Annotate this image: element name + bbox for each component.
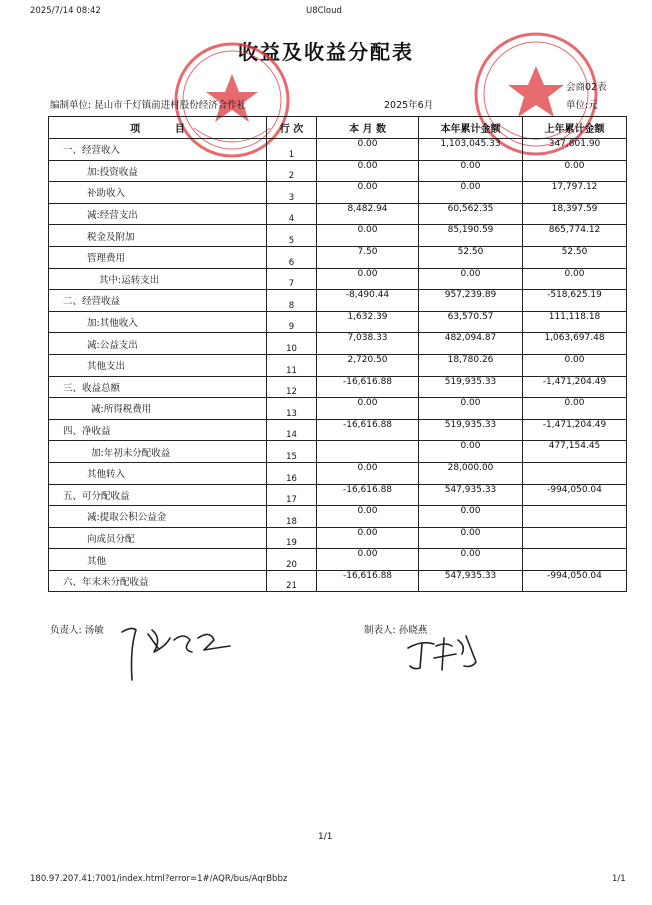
table-row: [49, 268, 627, 290]
row-item-label: 其他转入: [49, 462, 267, 484]
row-ytd-amount: 28,000.00: [419, 462, 523, 484]
header-item: 项 目: [49, 117, 267, 139]
row-ytd-amount: 0.00: [419, 398, 523, 420]
responsible-label: 负责人:: [50, 625, 82, 636]
row-last-ytd-amount: 111,118.18: [523, 311, 627, 333]
report-title: 收益及收益分配表: [238, 40, 414, 64]
table-row: [49, 225, 627, 247]
row-line-number: 16: [267, 462, 317, 484]
row-last-ytd-amount: -1,471,204.49: [523, 376, 627, 398]
row-month-amount: -16,616.88: [317, 484, 419, 506]
preparing-unit-name: 昆山市千灯镇前进村股份经济合作社: [94, 100, 247, 111]
table-header-row: [49, 117, 627, 139]
row-month-amount: 0.00: [317, 139, 419, 161]
row-month-amount: [317, 441, 419, 463]
row-month-amount: -16,616.88: [317, 419, 419, 441]
responsible-name: 汤敏: [84, 625, 104, 636]
row-line-number: 19: [267, 527, 317, 549]
row-item-label: 其他支出: [49, 354, 267, 376]
row-month-amount: 0.00: [317, 527, 419, 549]
row-month-amount: 8,482.94: [317, 203, 419, 225]
page-number: 1/1: [318, 832, 333, 842]
row-item-label: 减:提取公积公益金: [49, 506, 267, 528]
row-ytd-amount: 0.00: [419, 549, 523, 571]
header-ytd: 本年累计金额: [419, 117, 523, 139]
row-item-label: 税金及附加: [49, 225, 267, 247]
row-month-amount: 0.00: [317, 462, 419, 484]
row-item-label: 五、可分配收益: [49, 484, 267, 506]
table-row: [49, 570, 627, 592]
table-row: [49, 441, 627, 463]
row-last-ytd-amount: 347,801.90: [523, 139, 627, 161]
header-month: 本 月 数: [317, 117, 419, 139]
row-month-amount: 0.00: [317, 225, 419, 247]
row-item-label: 减:公益支出: [49, 333, 267, 355]
row-ytd-amount: 60,562.35: [419, 203, 523, 225]
table-row: [49, 290, 627, 312]
responsible-signature: [118, 618, 238, 688]
row-ytd-amount: 482,094.87: [419, 333, 523, 355]
row-ytd-amount: 18,780.26: [419, 354, 523, 376]
report-period: 2025年6月: [384, 100, 434, 111]
table-row: [49, 462, 627, 484]
row-last-ytd-amount: 52.50: [523, 246, 627, 268]
table-row: [49, 333, 627, 355]
row-month-amount: -16,616.88: [317, 376, 419, 398]
row-last-ytd-amount: 18,397.59: [523, 203, 627, 225]
table-row: [49, 354, 627, 376]
row-item-label: 一、经营收入: [49, 139, 267, 161]
row-month-amount: 1,632.39: [317, 311, 419, 333]
row-item-label: 三、收益总额: [49, 376, 267, 398]
row-ytd-amount: 0.00: [419, 268, 523, 290]
row-ytd-amount: 0.00: [419, 527, 523, 549]
preparer-name: 孙晓燕: [398, 625, 428, 636]
row-line-number: 20: [267, 549, 317, 571]
row-ytd-amount: 547,935.33: [419, 570, 523, 592]
row-item-label: 加:投资收益: [49, 160, 267, 182]
row-item-label: 其他: [49, 549, 267, 571]
table-row: [49, 311, 627, 333]
row-ytd-amount: 63,570.57: [419, 311, 523, 333]
row-line-number: 14: [267, 419, 317, 441]
print-datetime: 2025/7/14 08:42: [30, 6, 101, 16]
row-ytd-amount: 0.00: [419, 506, 523, 528]
preparing-unit: [50, 97, 246, 111]
print-page: 1/1: [612, 874, 626, 884]
row-month-amount: 0.00: [317, 268, 419, 290]
row-ytd-amount: 0.00: [419, 160, 523, 182]
row-last-ytd-amount: [523, 462, 627, 484]
row-month-amount: 0.00: [317, 398, 419, 420]
row-line-number: 13: [267, 398, 317, 420]
table-row: [49, 376, 627, 398]
row-last-ytd-amount: 0.00: [523, 268, 627, 290]
row-last-ytd-amount: -994,050.04: [523, 570, 627, 592]
row-item-label: 管理费用: [49, 246, 267, 268]
currency-unit: 单位:元: [566, 100, 598, 111]
table-row: [49, 160, 627, 182]
row-line-number: 6: [267, 246, 317, 268]
table-row: [49, 203, 627, 225]
row-item-label: 向成员分配: [49, 527, 267, 549]
form-code: 会商02表: [566, 82, 607, 93]
row-ytd-amount: 519,935.33: [419, 419, 523, 441]
header-line: 行 次: [267, 117, 317, 139]
row-line-number: 9: [267, 311, 317, 333]
row-ytd-amount: 0.00: [419, 441, 523, 463]
row-item-label: 加:年初未分配收益: [49, 441, 267, 463]
table-row: [49, 246, 627, 268]
row-line-number: 11: [267, 354, 317, 376]
row-ytd-amount: 519,935.33: [419, 376, 523, 398]
row-ytd-amount: 957,239.89: [419, 290, 523, 312]
income-distribution-table: [48, 116, 627, 592]
table-row: [49, 182, 627, 204]
row-line-number: 5: [267, 225, 317, 247]
table-row: [49, 549, 627, 571]
row-last-ytd-amount: [523, 506, 627, 528]
preparing-unit-label: 编制单位:: [50, 100, 92, 111]
row-line-number: 8: [267, 290, 317, 312]
row-line-number: 12: [267, 376, 317, 398]
row-month-amount: 0.00: [317, 549, 419, 571]
row-last-ytd-amount: -1,471,204.49: [523, 419, 627, 441]
row-last-ytd-amount: 0.00: [523, 354, 627, 376]
row-last-ytd-amount: 0.00: [523, 160, 627, 182]
row-item-label: 减:经营支出: [49, 203, 267, 225]
row-last-ytd-amount: 1,063,697.48: [523, 333, 627, 355]
row-item-label: 其中:运转支出: [49, 268, 267, 290]
table-body: [49, 139, 627, 592]
table-row: [49, 527, 627, 549]
table-row: [49, 484, 627, 506]
row-ytd-amount: 85,190.59: [419, 225, 523, 247]
row-line-number: 10: [267, 333, 317, 355]
row-item-label: 加:其他收入: [49, 311, 267, 333]
row-line-number: 4: [267, 203, 317, 225]
row-line-number: 2: [267, 160, 317, 182]
row-line-number: 21: [267, 570, 317, 592]
row-last-ytd-amount: 865,774.12: [523, 225, 627, 247]
row-last-ytd-amount: [523, 527, 627, 549]
row-item-label: 补助收入: [49, 182, 267, 204]
header-last-ytd: 上年累计金额: [523, 117, 627, 139]
row-last-ytd-amount: [523, 549, 627, 571]
row-last-ytd-amount: -518,625.19: [523, 290, 627, 312]
table-row: [49, 139, 627, 161]
row-month-amount: 0.00: [317, 506, 419, 528]
row-month-amount: -16,616.88: [317, 570, 419, 592]
row-ytd-amount: 547,935.33: [419, 484, 523, 506]
row-item-label: 六、年末未分配收益: [49, 570, 267, 592]
preparer-label: 制表人:: [364, 625, 396, 636]
row-month-amount: 0.00: [317, 182, 419, 204]
row-month-amount: 7.50: [317, 246, 419, 268]
row-last-ytd-amount: 477,154.45: [523, 441, 627, 463]
print-app-name: U8Cloud: [306, 6, 342, 16]
row-month-amount: 7,038.33: [317, 333, 419, 355]
table-row: [49, 419, 627, 441]
row-ytd-amount: 0.00: [419, 182, 523, 204]
row-month-amount: 2,720.50: [317, 354, 419, 376]
row-last-ytd-amount: 0.00: [523, 398, 627, 420]
row-line-number: 7: [267, 268, 317, 290]
row-line-number: 15: [267, 441, 317, 463]
row-item-label: 四、净收益: [49, 419, 267, 441]
row-month-amount: -8,490.44: [317, 290, 419, 312]
row-item-label: 二、经营收益: [49, 290, 267, 312]
row-line-number: 1: [267, 139, 317, 161]
row-item-label: 减:所得税费用: [49, 398, 267, 420]
row-ytd-amount: 52.50: [419, 246, 523, 268]
print-url: 180.97.207.41:7001/index.html?error=1#/AQR/bus/AqrBbbz: [30, 874, 288, 884]
responsible-person: [50, 622, 104, 636]
row-last-ytd-amount: 17,797.12: [523, 182, 627, 204]
row-line-number: 17: [267, 484, 317, 506]
row-line-number: 3: [267, 182, 317, 204]
table-row: [49, 506, 627, 528]
table-row: [49, 398, 627, 420]
row-last-ytd-amount: -994,050.04: [523, 484, 627, 506]
row-ytd-amount: 1,103,045.33: [419, 139, 523, 161]
row-line-number: 18: [267, 506, 317, 528]
preparer-signature: [404, 626, 494, 686]
row-month-amount: 0.00: [317, 160, 419, 182]
